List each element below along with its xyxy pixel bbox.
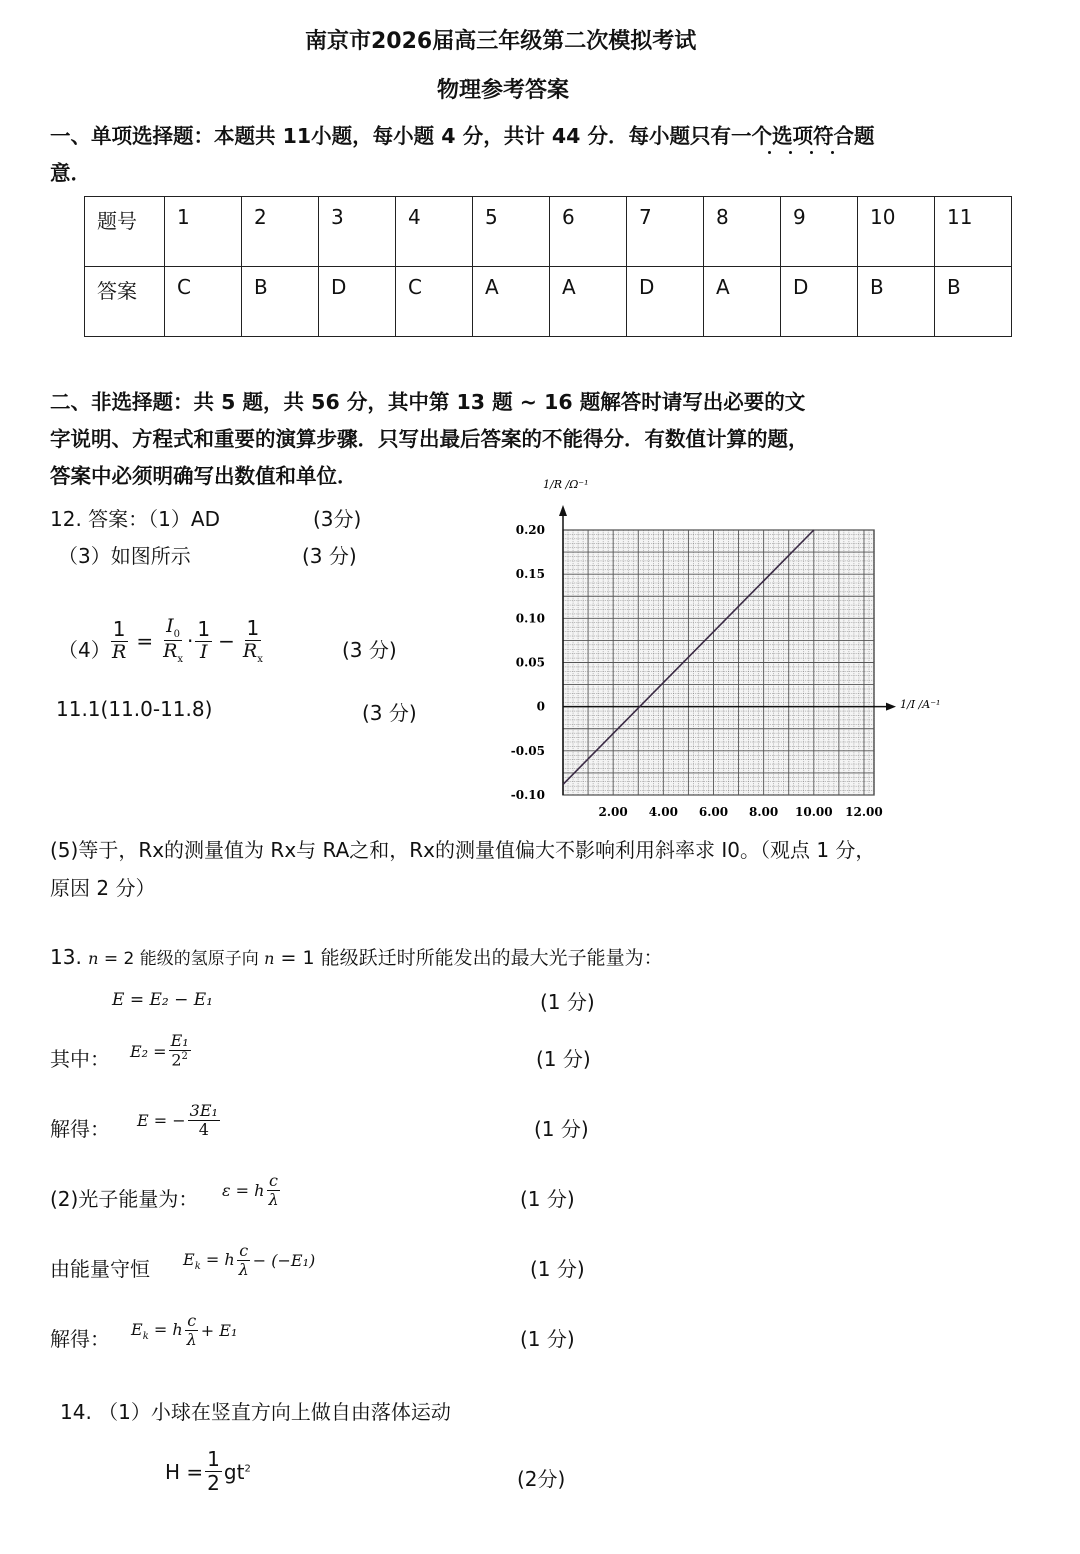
y-tick-label: -0.10 bbox=[510, 788, 545, 802]
graph-1overR-vs-1overI bbox=[505, 472, 945, 822]
denominator: I bbox=[200, 640, 208, 663]
minus-sign: − bbox=[218, 628, 235, 653]
table-cell: C bbox=[165, 267, 242, 337]
denominator: $R_x$ bbox=[242, 639, 263, 665]
table-cell: A bbox=[704, 267, 781, 337]
fraction bbox=[195, 618, 212, 664]
q12-part5: (5)等于，Rx的测量值为 Rx与 RA之和，Rx的测量值偏大不影响利用斜率求 I0。（观点 1 分， bbox=[50, 838, 876, 862]
y-tick-label: 0.10 bbox=[515, 611, 545, 626]
q14-eq1-points: (2分) bbox=[517, 1467, 566, 1491]
x-tick-label: 8.00 bbox=[749, 805, 779, 819]
table-row bbox=[85, 267, 1012, 337]
denominator: λ bbox=[268, 1190, 279, 1210]
fraction bbox=[161, 616, 185, 666]
fraction bbox=[205, 1448, 222, 1495]
denominator: $R_x$ bbox=[163, 640, 184, 666]
q13-eq2: E₂ = $\frac{\text{E₁}}{2^2}$ bbox=[130, 1031, 189, 1070]
table-cell: 1 bbox=[165, 197, 242, 267]
numerator: $I_0$ bbox=[166, 615, 180, 640]
table-cell: D bbox=[627, 267, 704, 337]
table-cell: B bbox=[935, 267, 1012, 337]
emphasis-dot bbox=[789, 151, 792, 154]
q13-conservation-label: 由能量守恒 bbox=[50, 1257, 150, 1281]
q13-solve2-label: 解得： bbox=[50, 1327, 110, 1351]
table-cell: 9 bbox=[781, 197, 858, 267]
y-axis-arrow bbox=[559, 505, 567, 516]
denominator: λ bbox=[238, 1260, 249, 1280]
numerator: c bbox=[187, 1311, 197, 1330]
q13-eq3: E = − $\frac{\text{3E₁}}{4}$ bbox=[137, 1101, 218, 1140]
section2-heading: 二、非选择题：共 5 题，共 56 分，其中第 13 题 ~ 16 题解答时请写出必要的文 bbox=[50, 390, 806, 414]
q13-eq4: ε = h $\frac{c}{\lambda}$ bbox=[222, 1171, 279, 1210]
section2-heading-3: 答案中必须明确写出数值和单位． bbox=[50, 464, 358, 488]
table-cell: 3 bbox=[319, 197, 396, 267]
q12-value: 11.1(11.0-11.8) bbox=[56, 697, 213, 721]
q13-intro: 13. n = 2 能级的氢原子向 n = 1 能级跃迁时所能发出的最大光子能量为： bbox=[50, 945, 663, 969]
numerator: 3E₁ bbox=[189, 1101, 218, 1120]
table-cell: D bbox=[781, 267, 858, 337]
table-cell: 5 bbox=[473, 197, 550, 267]
denominator: λ bbox=[186, 1330, 197, 1350]
q14-eq1: H = $\frac{1}{2}$ $gt^2$ bbox=[165, 1447, 251, 1495]
numerator: 1 bbox=[112, 616, 126, 641]
emphasis-dot bbox=[831, 151, 834, 154]
numerator: E₁ bbox=[170, 1031, 189, 1050]
table-cell-label: 题号 bbox=[85, 197, 165, 267]
numerator: c bbox=[239, 1241, 249, 1260]
table-cell: A bbox=[473, 267, 550, 337]
table-cell: 4 bbox=[396, 197, 473, 267]
q12-part3: （3）如图所示 bbox=[58, 544, 191, 568]
x-tick-label: 2.00 bbox=[598, 805, 628, 819]
table-cell: A bbox=[550, 267, 627, 337]
y-tick-label: 0.05 bbox=[515, 655, 545, 670]
table-cell: C bbox=[396, 267, 473, 337]
dot-operator: · bbox=[187, 628, 194, 653]
q12-part4-points: (3 分) bbox=[342, 638, 397, 662]
x-tick-label: 12.00 bbox=[845, 805, 883, 819]
emphasis-dot bbox=[810, 151, 813, 154]
x-tick-label: 4.00 bbox=[648, 805, 678, 819]
q13-eq5: $E_k = h$ $\frac{c}{\lambda}$ − (−E₁) bbox=[183, 1241, 316, 1280]
answer-table bbox=[84, 196, 1012, 337]
q13-part2-label: (2)光子能量为： bbox=[50, 1187, 199, 1211]
q12-part1: 12. 答案：（1）AD bbox=[50, 507, 220, 531]
fraction bbox=[188, 1102, 220, 1140]
y-tick-label: -0.05 bbox=[510, 743, 545, 758]
q12-formula bbox=[108, 616, 267, 666]
section1-heading-cont: 意． bbox=[50, 161, 91, 185]
section2-heading-2: 字说明、方程式和重要的演算步骤．只写出最后答案的不能得分．有数值计算的题， bbox=[50, 427, 809, 451]
q12-part1-points: (3分) bbox=[313, 507, 362, 531]
y-tick-label: 0 bbox=[536, 699, 545, 714]
fraction bbox=[110, 618, 128, 664]
page-subtitle: 物理参考答案 bbox=[437, 78, 570, 103]
numerator: 1 bbox=[197, 616, 211, 641]
q13-eq3-points: (1 分) bbox=[534, 1117, 589, 1141]
page-title: 南京市2026届高三年级第二次模拟考试 bbox=[305, 29, 697, 54]
q13-eq1-points: (1 分) bbox=[540, 990, 595, 1014]
table-row bbox=[85, 197, 1012, 267]
equals-sign: = bbox=[136, 628, 154, 653]
x-tick-label: 6.00 bbox=[698, 805, 729, 819]
section1-heading: 一、单项选择题：本题共 11小题，每小题 4 分，共计 44 分．每小题只有一个选项符合题 bbox=[50, 124, 875, 148]
y-tick-label: 0.20 bbox=[515, 523, 545, 537]
q13-where-label: 其中： bbox=[50, 1047, 110, 1071]
y-tick-label: 0.15 bbox=[515, 567, 545, 582]
q12-value-points: (3 分) bbox=[362, 701, 417, 725]
q13-eq5-points: (1 分) bbox=[530, 1257, 585, 1281]
table-cell: 7 bbox=[627, 197, 704, 267]
x-axis-arrow bbox=[886, 703, 896, 711]
numerator: c bbox=[269, 1171, 279, 1190]
table-cell: 2 bbox=[242, 197, 319, 267]
table-cell: B bbox=[858, 267, 935, 337]
numerator: 1 bbox=[246, 615, 260, 640]
q14-part1: 14. （1）小球在竖直方向上做自由落体运动 bbox=[60, 1400, 451, 1424]
emphasis-dot bbox=[768, 151, 771, 154]
y-axis-label: 1/R /Ω⁻¹ bbox=[543, 478, 589, 491]
denominator: 2 bbox=[207, 1471, 220, 1495]
denominator: $2^2$ bbox=[171, 1050, 188, 1070]
fraction bbox=[185, 1312, 199, 1350]
fraction bbox=[237, 1242, 251, 1280]
fraction bbox=[169, 1032, 191, 1070]
table-cell: B bbox=[242, 267, 319, 337]
x-axis-label: 1/I /A⁻¹ bbox=[900, 698, 941, 711]
table-cell: 11 bbox=[935, 197, 1012, 267]
q13-eq6-points: (1 分) bbox=[520, 1327, 575, 1351]
q13-solve-label: 解得： bbox=[50, 1117, 110, 1141]
q13-eq1: E = E₂ − E₁ bbox=[112, 990, 213, 1010]
denominator: R bbox=[112, 640, 127, 663]
table-cell: 6 bbox=[550, 197, 627, 267]
table-cell-label: 答案 bbox=[85, 267, 165, 337]
q12-part5-cont: 原因 2 分） bbox=[50, 876, 156, 900]
q12-part3-points: (3 分) bbox=[302, 544, 357, 568]
x-tick-label: 10.00 bbox=[795, 805, 833, 819]
fraction bbox=[241, 617, 265, 665]
q13-eq4-points: (1 分) bbox=[520, 1187, 575, 1211]
q13-eq2-points: (1 分) bbox=[536, 1047, 591, 1071]
q13-eq6: $E_k = h$ $\frac{c}{\lambda}$ + E₁ bbox=[131, 1311, 238, 1350]
numerator: 1 bbox=[207, 1447, 220, 1471]
q12-part4-label: （4） bbox=[58, 638, 111, 662]
table-cell: 8 bbox=[704, 197, 781, 267]
table-cell: D bbox=[319, 267, 396, 337]
denominator: 4 bbox=[198, 1120, 209, 1140]
fraction bbox=[266, 1172, 280, 1210]
grid bbox=[563, 530, 874, 795]
table-cell: 10 bbox=[858, 197, 935, 267]
